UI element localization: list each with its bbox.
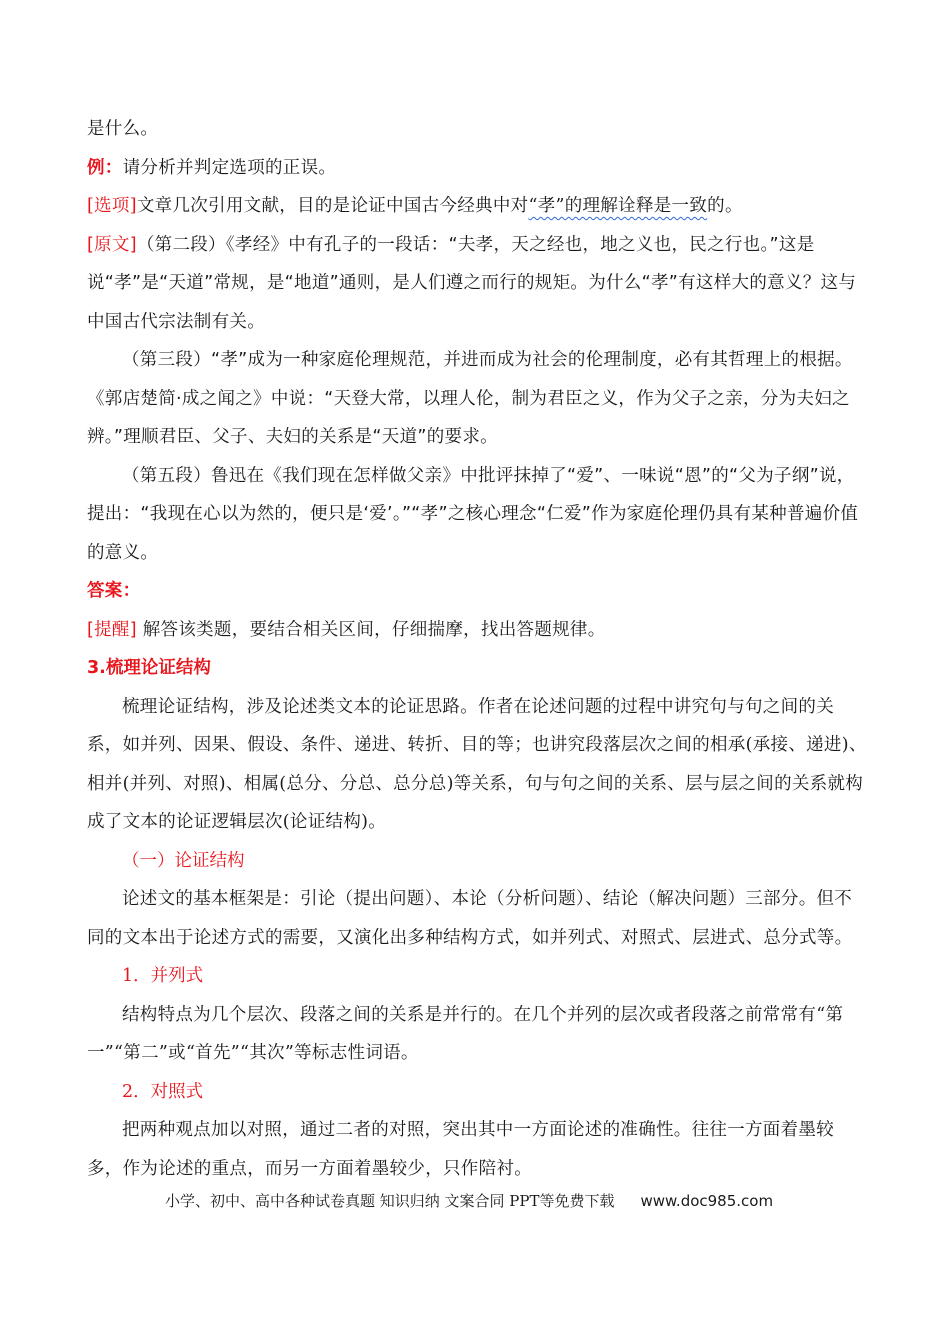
footer-url[interactable]: www.doc985.com — [640, 1192, 774, 1210]
original-paragraph-2: （第三段）“孝”成为一种家庭伦理规范，并进而成为社会的伦理制度，必有其哲理上的根据。《郭店楚简·成之闻之》中说：“天登大常，以理人伦，制为君臣之义，作为父子之亲，分为夫妇之辨。”理顺君臣、父子、夫妇的关系是“天道”的要求。 — [87, 350, 853, 447]
option-text-b: 的。 — [707, 196, 743, 216]
item1-paragraph: 结构特点为几个层次、段落之间的关系是并行的。在几个并列的层次或者段落之前常常有“第一”“第二”或“首先”“其次”等标志性词语。 — [87, 1004, 844, 1063]
subsection-title: （一）论证结构 — [122, 850, 245, 871]
document-body — [87, 110, 867, 1188]
hint-tag: [提醒] — [87, 619, 137, 640]
section-title: 3.梳理论证结构 — [87, 658, 211, 678]
option-line — [87, 187, 867, 226]
section-paragraph: 梳理论证结构，涉及论述类文本的论证思路。作者在论述问题的过程中讲究句与句之间的关系，如并列、因果、假设、条件、递进、转折、目的等；也讲究段落层次之间的相承(承接、递进)、相并(并列、对照)、相属(总分、分总、总分总)等关系，句与句之间的关系、层与层之间的关系就构成了文本的论证逻辑层次(论证结构)。 — [87, 696, 867, 832]
original-paragraph-3: （第五段）鲁迅在《我们现在怎样做父亲》中批评抹掉了“爱”、一味说“恩”的“父为子纲”说，提出：“我现在心以为然的，便只是‘爱’。”“孝”之核心理念“仁爱”作为家庭伦理仍具有某种普遍价值的意义。 — [87, 465, 859, 563]
subsection-paragraph: 论述文的基本框架是：引论（提出问题）、本论（分析问题）、结论（解决问题）三部分。但不同的文本出于论述方式的需要，又演化出多种结构方式，如并列式、对照式、层进式、总分式等。 — [87, 889, 853, 948]
example-line — [87, 149, 867, 188]
original-p1-text: （第二段）《孝经》中有孔子的一段话：“夫孝，天之经也，地之义也，民之行也。”这是说“孝”是“天道”常规，是“地道”通则，是人们遵之而行的规矩。为什么“孝”有这样大的意义？这与中国古代宗法制有关。 — [87, 234, 857, 332]
intro-line: 是什么。 — [87, 119, 159, 139]
example-label: 例： — [87, 157, 123, 178]
original-paragraph-1 — [87, 226, 867, 342]
option-text-wavy: “孝”的理解诠释是一致 — [528, 196, 708, 216]
page-footer — [165, 1190, 865, 1212]
footer-text: 小学、初中、高中各种试卷真题 知识归纳 文案合同 PPT等免费下载 — [165, 1192, 615, 1210]
item2-title: 2．对照式 — [122, 1081, 204, 1102]
option-tag: [选项] — [87, 196, 137, 216]
example-text: 请分析并判定选项的正误。 — [122, 157, 337, 178]
original-tag: [原文] — [87, 234, 137, 255]
hint-line — [87, 611, 867, 650]
option-text-a: 文章几次引用文献，目的是论证中国古今经典中对 — [136, 196, 529, 216]
answer-label: 答案： — [87, 581, 141, 601]
item2-paragraph: 把两种观点加以对照，通过二者的对照，突出其中一方面论述的准确性。往往一方面着墨较多，作为论述的重点，而另一方面着墨较少，只作陪衬。 — [87, 1120, 834, 1179]
item1-title: 1．并列式 — [122, 966, 204, 986]
hint-text: 解答该类题，要结合相关区间，仔细揣摩，找出答题规律。 — [142, 619, 606, 640]
